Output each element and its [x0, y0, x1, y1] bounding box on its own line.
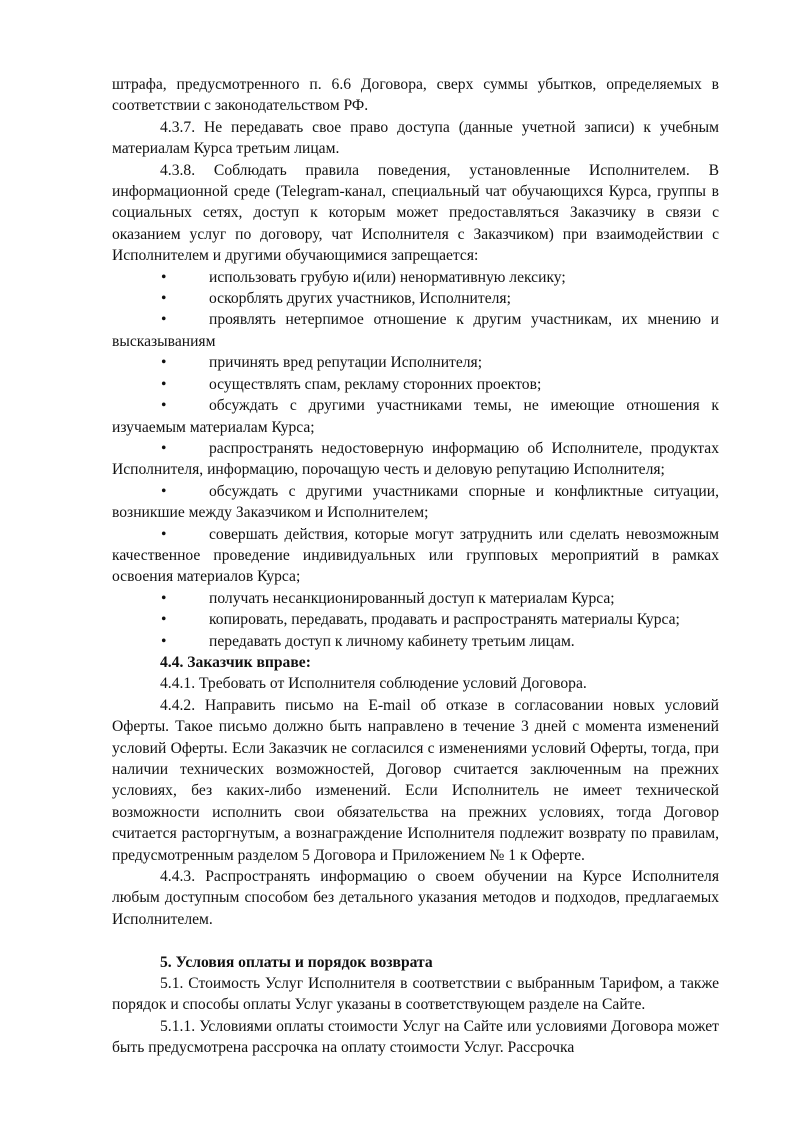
list-item: • совершать действия, которые могут затруднить или сделать невозможным качественное проведение индивидуальных или групповых мероприятий в рамках освоения материалов Курса;	[112, 525, 719, 586]
bullet-icon: •	[161, 611, 167, 629]
clause-5-1-1: 5.1.1. Условиями оплаты стоимости Услуг на Сайте или условиями Договора может быть предусмотрена рассрочка на оплату стоимости Услуг. Рассрочка	[112, 1017, 719, 1057]
list-item: • копировать, передавать, продавать и распространять материалы Курса;	[112, 609, 719, 630]
clause-4-3-7: 4.3.7. Не передавать свое право доступа (данные учетной записи) к учебным материалам Курса третьим лицам.	[112, 118, 719, 158]
list-item: • оскорблять других участников, Исполнителя;	[112, 288, 719, 309]
section-heading-4-4: 4.4. Заказчик вправе:	[160, 653, 311, 671]
bullet-icon: •	[161, 397, 167, 415]
list-item: • обсуждать с другими участниками спорные и конфликтные ситуации, возникшие между Заказчиком и Исполнителем;	[112, 482, 719, 522]
list-item: • распространять недостоверную информацию об Исполнителе, продуктах Исполнителя, информацию, порочащую честь и деловую репутацию Исполнителя;	[112, 439, 719, 479]
clause-4-4-2: 4.4.2. Направить письмо на E-mail об отказе в согласовании новых условий Оферты. Такое письмо должно быть направлено в течение 3 дней с момента изменений условий Оферты. Если Заказчик не согласился с изменениями условий Оферты, тогда, при наличии технических возможностей, Договор считается заключенным на прежних условиях, без каких-либо изменений. Если Исполнитель не имеет технической возможности исполнить свои обязательства на прежних условиях, тогда Договор считается расторгнутым, а вознаграждение Исполнителя подлежит возврату по правилам, предусмотренным разделом 5 Договора и Приложением № 1 к Оферте.	[112, 696, 719, 864]
list-item: • обсуждать с другими участниками темы, не имеющие отношения к изучаемым материалам Курса;	[112, 397, 719, 436]
clause-4-3-8: 4.3.8. Соблюдать правила поведения, установленные Исполнителем. В информационной среде (Telegram-канал, специальный чат обучающихся Курса, группы в социальных сетях, доступ к которым может предоставляться Заказчику в связи с оказанием услуг по договору, чат Исполнителя с Заказчиком) при взаимодействии с Исполнителем и другими обучающимися запрещается:	[112, 161, 719, 265]
clause-5-1: 5.1. Стоимость Услуг Исполнителя в соответствии с выбранным Тарифом, а также порядок и способы оплаты Услуг указаны в соответствующем разделе на Сайте.	[112, 975, 719, 1014]
bullet-icon: •	[161, 439, 167, 457]
list-item: • причинять вред репутации Исполнителя;	[112, 352, 719, 373]
list-item: • передавать доступ к личному кабинету третьим лицам.	[112, 631, 719, 652]
bullet-icon: •	[161, 589, 167, 607]
paragraph-continued: штрафа, предусмотренного п. 6.6 Договора, сверх суммы убытков, определяемых в соответствии с законодательством РФ.	[112, 76, 719, 115]
bullet-icon: •	[161, 311, 167, 329]
bullet-icon: •	[161, 354, 167, 372]
bullet-icon: •	[161, 290, 167, 308]
prohibited-actions-list	[112, 267, 719, 652]
list-item: • получать несанкционированный доступ к материалам Курса;	[112, 588, 719, 609]
clause-4-4-3: 4.4.3. Распространять информацию о своем обучении на Курсе Исполнителя любым доступным способом без детального указания методов и подходов, предлагаемых Исполнителем.	[112, 868, 719, 928]
bullet-icon: •	[161, 482, 167, 500]
list-item: • осуществлять спам, рекламу сторонних проектов;	[112, 374, 719, 395]
bullet-icon: •	[161, 375, 167, 393]
section-heading-5: 5. Условия оплаты и порядок возврата	[160, 953, 433, 971]
clause-4-4-1: 4.4.1. Требовать от Исполнителя соблюдение условий Договора.	[160, 675, 587, 693]
document-page	[112, 74, 719, 1059]
blank-line	[112, 930, 719, 951]
list-item: • использовать грубую и(или) ненормативную лексику;	[112, 267, 719, 288]
list-item: • проявлять нетерпимое отношение к другим участникам, их мнению и высказываниям	[112, 311, 719, 350]
bullet-icon: •	[161, 268, 167, 286]
bullet-icon: •	[161, 632, 167, 650]
bullet-icon: •	[161, 525, 167, 543]
